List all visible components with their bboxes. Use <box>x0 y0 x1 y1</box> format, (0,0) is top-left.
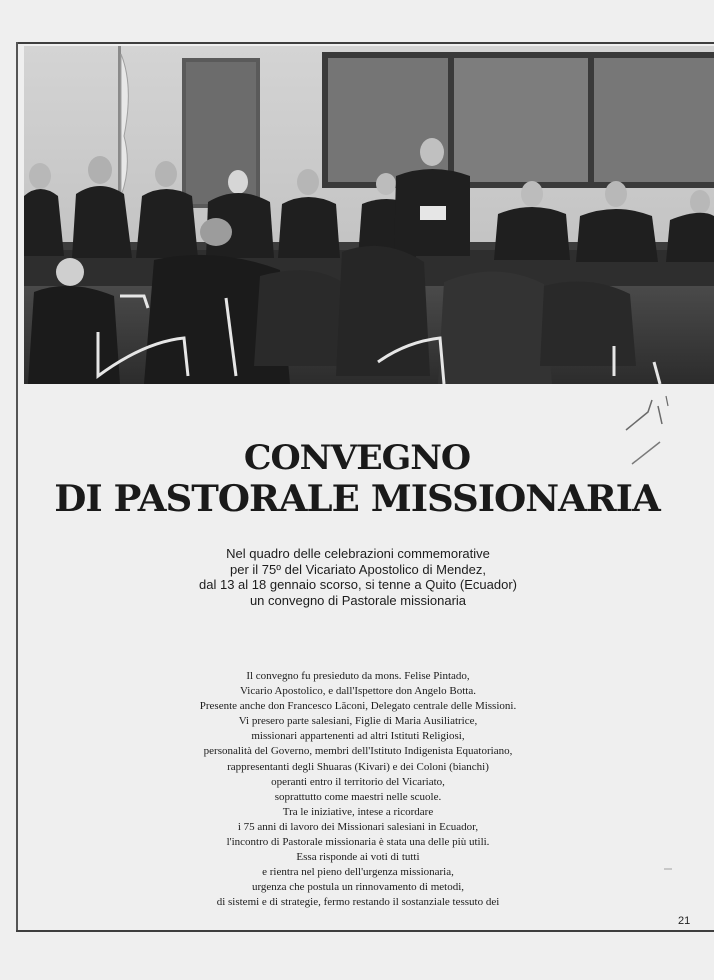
article-title-line-2: DI PASTORALE MISSIONARIA <box>54 478 660 520</box>
print-speck <box>664 868 672 870</box>
body-line: Presente anche don Francesco Lăconi, Delegato centrale delle Missioni. <box>199 700 517 713</box>
body-line: operanti entro il territorio del Vicariato, <box>271 775 445 788</box>
intro-line: dal 13 al 18 gennaio scorso, si tenne a Quito (Ecuador) <box>199 577 517 593</box>
body-line: Essa risponde ai voti di tutti <box>296 851 420 864</box>
body-line: e rientra nel pieno dell'urgenza missionaria, <box>262 866 454 879</box>
body-line: Vi presero parte salesiani, Figlie di Maria Ausiliatrice, <box>238 715 478 728</box>
article-title-line-1: CONVEGNO <box>243 438 471 478</box>
page-number: 21 <box>678 915 691 927</box>
intro-line: Nel quadro delle celebrazioni commemorative <box>226 546 490 561</box>
body-line: personalità del Governo, membri dell'Istituto Indigenista Equatoriano, <box>203 745 513 758</box>
conference-photo <box>24 46 714 384</box>
body-line: Tra le iniziative, intese a ricordare <box>282 805 434 818</box>
frame-rule-top <box>16 42 714 44</box>
body-line: urgenza che postula un rinnovamento di metodi, <box>251 881 465 894</box>
body-line: Vicario Apostolico, e dall'Ispettore don Angelo Botta. <box>240 685 476 698</box>
body-line: missionari appartenenti ad altri Istituti Religiosi, <box>251 730 465 743</box>
body-line: rappresentanti degli Shuaras (Kivari) e dei Coloni (bianchi) <box>227 760 489 773</box>
intro-paragraph <box>160 546 556 608</box>
handwritten-mark <box>618 390 678 470</box>
body-line: i 75 anni di lavoro dei Missionari salesiani in Ecuador, <box>237 820 479 833</box>
body-line: l'incontro di Pastorale missionaria è stata una delle più utili. <box>226 836 490 849</box>
body-line: di sistemi e di strategie, fermo restando il sostanziale tessuto dei <box>216 896 500 909</box>
body-line: soprattutto come maestri nelle scuole. <box>274 790 442 803</box>
body-text <box>120 669 596 911</box>
intro-line: un convegno di Pastorale missionaria <box>249 592 467 608</box>
body-line: Il convegno fu presieduto da mons. Felise Pintado, <box>246 670 470 682</box>
frame-rule-bottom <box>16 930 714 932</box>
intro-line: per il 75º del Vicariato Apostolico di Mendez, <box>230 561 486 577</box>
